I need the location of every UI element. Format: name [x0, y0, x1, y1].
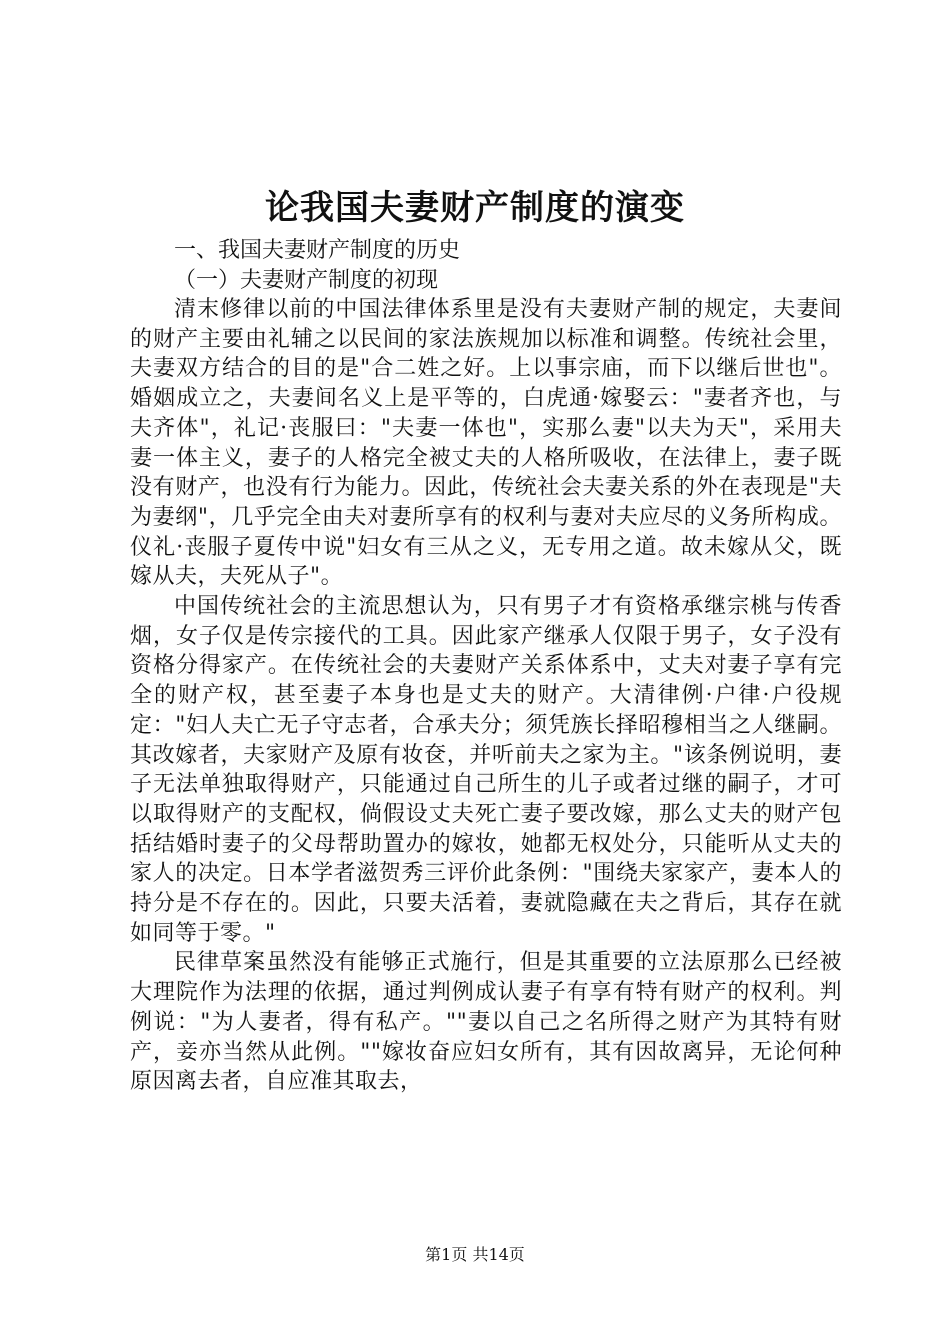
body-paragraph: 民律草案虽然没有能够正式施行，但是其重要的立法原那么已经被大理院作为法理的依据，通过判例成认妻子有享有特有财产的权利。判例说："为人妻者，得有私产。""妻以自己之名所得之财产为其特有财产，妾亦当然从此例。""嫁妆奋应妇女所有，其有因故离异，无论何种原因离去者，自应准其取去， [130, 950, 842, 1095]
body-paragraph: 中国传统社会的主流思想认为，只有男子才有资格承继宗桃与传香烟，女子仅是传宗接代的工具。因此家产继承人仅限于男子，女子没有资格分得家产。在传统社会的夫妻财产关系体系中，丈夫对妻子享有完全的财产权，甚至妻子本身也是丈夫的财产。大清律例·户律·户役规定："妇人夫亡无子守志者，合承夫分；须凭族长择昭穆相当之人继嗣。其改嫁者，夫家财产及原有妆奁，并听前夫之家为主。"该条例说明，妻子无法单独取得财产，只能通过自己所生的儿子或者过继的嗣子，才可以取得财产的支配权，倘假设丈夫死亡妻子要改嫁，那么丈夫的财产包括结婚时妻子的父母帮助置办的嫁妆，她都无权处分，只能听从丈夫的家人的决定。日本学者滋贺秀三评价此条例："围绕夫家家产，妻本人的持分是不存在的。因此，只要夫活着，妻就隐藏在夫之背后，其存在就如同等于零。" [130, 594, 842, 946]
subsection-heading: （一）夫妻财产制度的初现 [174, 267, 439, 293]
section-heading: 一、我国夫妻财产制度的历史 [174, 238, 461, 263]
document-title: 论我国夫妻财产制度的演变 [265, 188, 685, 228]
document-body [130, 236, 842, 1097]
body-paragraph: 清末修律以前的中国法律体系里是没有夫妻财产制的规定，夫妻间的财产主要由礼辅之以民间的家法族规加以标准和调整。传统社会里，夫妻双方结合的目的是"合二姓之好。上以事宗庙，而下以继后世也"。婚姻成立之，夫妻间名义上是平等的，白虎通·嫁娶云："妻者齐也，与夫齐体"，礼记·丧服曰："夫妻一体也"，实那么妻"以夫为天"，采用夫妻一体主义，妻子的人格完全被丈夫的人格所吸收，在法律上，妻子既没有财产，也没有行为能力。因此，传统社会夫妻关系的外在表现是"夫为妻纲"，几乎完全由夫对妻所享有的权利与妻对夫应尽的义务所构成。仪礼·丧服子夏传中说"妇女有三从之义，无专用之道。故未嫁从父，既嫁从夫，夫死从子"。 [130, 297, 842, 590]
page-number-footer: 第1页 共14页 [425, 1245, 525, 1264]
